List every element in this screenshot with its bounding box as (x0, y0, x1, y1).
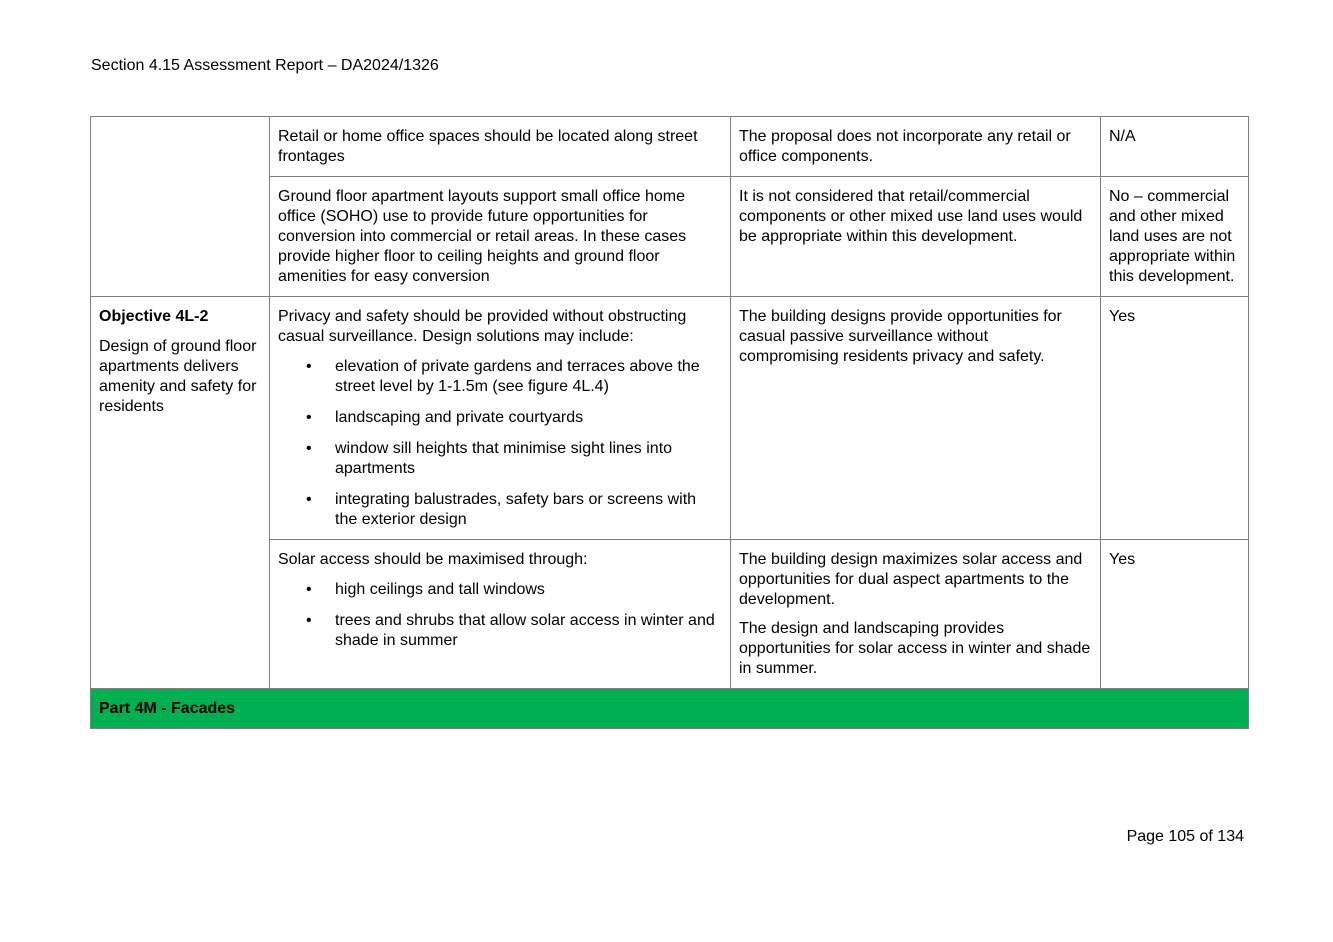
table-row (91, 117, 1249, 177)
guidance-text: Ground floor apartment layouts support small office home office (SOHO) use to provide future opportunities for conversion into commercial or retail areas. In these cases provide higher floor to ceiling heights and ground floor amenities for easy conversion (278, 188, 687, 285)
section-heading: Part 4M - Facades (91, 689, 1249, 729)
compliance-cell (1101, 297, 1249, 540)
compliance-text: Yes (1109, 551, 1136, 568)
compliance-cell (1101, 117, 1249, 177)
comment-text: It is not considered that retail/commercial components or other mixed use land uses would be appropriate within this development. (739, 188, 1083, 245)
compliance-cell (1101, 540, 1249, 689)
guidance-text: Retail or home office spaces should be located along street frontages (278, 128, 698, 165)
comment-cell (731, 540, 1101, 689)
guidance-cell (270, 117, 731, 177)
list-item: • integrating balustrades, safety bars or screens with the exterior design (278, 490, 722, 530)
comment-text: The proposal does not incorporate any retail or office components. (739, 128, 1071, 165)
list-item: • window sill heights that minimise sight lines into apartments (278, 439, 722, 479)
comment-cell (731, 297, 1101, 540)
page-number: Page 105 of 134 (1126, 828, 1244, 845)
guidance-bullet-list (278, 580, 722, 651)
list-item: • trees and shrubs that allow solar access in winter and shade in summer (278, 611, 722, 651)
list-item: • elevation of private gardens and terraces above the street level by 1-1.5m (see figure 4L.4) (278, 357, 722, 397)
list-item: • high ceilings and tall windows (278, 580, 722, 600)
section-row (91, 689, 1249, 729)
guidance-cell (270, 177, 731, 297)
objective-text: Design of ground floor apartments delivers amenity and safety for residents (99, 338, 257, 415)
objective-cell (91, 297, 270, 689)
objective-title: Objective 4L-2 (99, 308, 209, 325)
guidance-intro: Privacy and safety should be provided without obstructing casual surveillance. Design solutions may include: (278, 308, 687, 345)
compliance-text: Yes (1109, 308, 1136, 325)
guidance-bullet-list (278, 357, 722, 530)
comment-cell (731, 177, 1101, 297)
comment-text: The building designs provide opportunities for casual passive surveillance without compromising residents privacy and safety. (739, 308, 1062, 365)
comment-cell (731, 117, 1101, 177)
compliance-text: No – commercial and other mixed land uses are not appropriate within this development. (1109, 188, 1236, 285)
list-item: • landscaping and private courtyards (278, 408, 722, 428)
guidance-intro: Solar access should be maximised through: (278, 551, 588, 568)
compliance-cell (1101, 177, 1249, 297)
guidance-cell (270, 297, 731, 540)
compliance-text: N/A (1109, 128, 1136, 145)
comment-text: The design and landscaping provides opportunities for solar access in winter and shade in summer. (739, 620, 1091, 677)
page-header: Section 4.15 Assessment Report – DA2024/1326 (91, 57, 439, 74)
objective-cell-empty (91, 117, 270, 297)
comment-text: The building design maximizes solar access and opportunities for dual aspect apartments to the development. (739, 551, 1083, 608)
guidance-cell (270, 540, 731, 689)
table-row (91, 297, 1249, 540)
assessment-table (90, 116, 1249, 729)
